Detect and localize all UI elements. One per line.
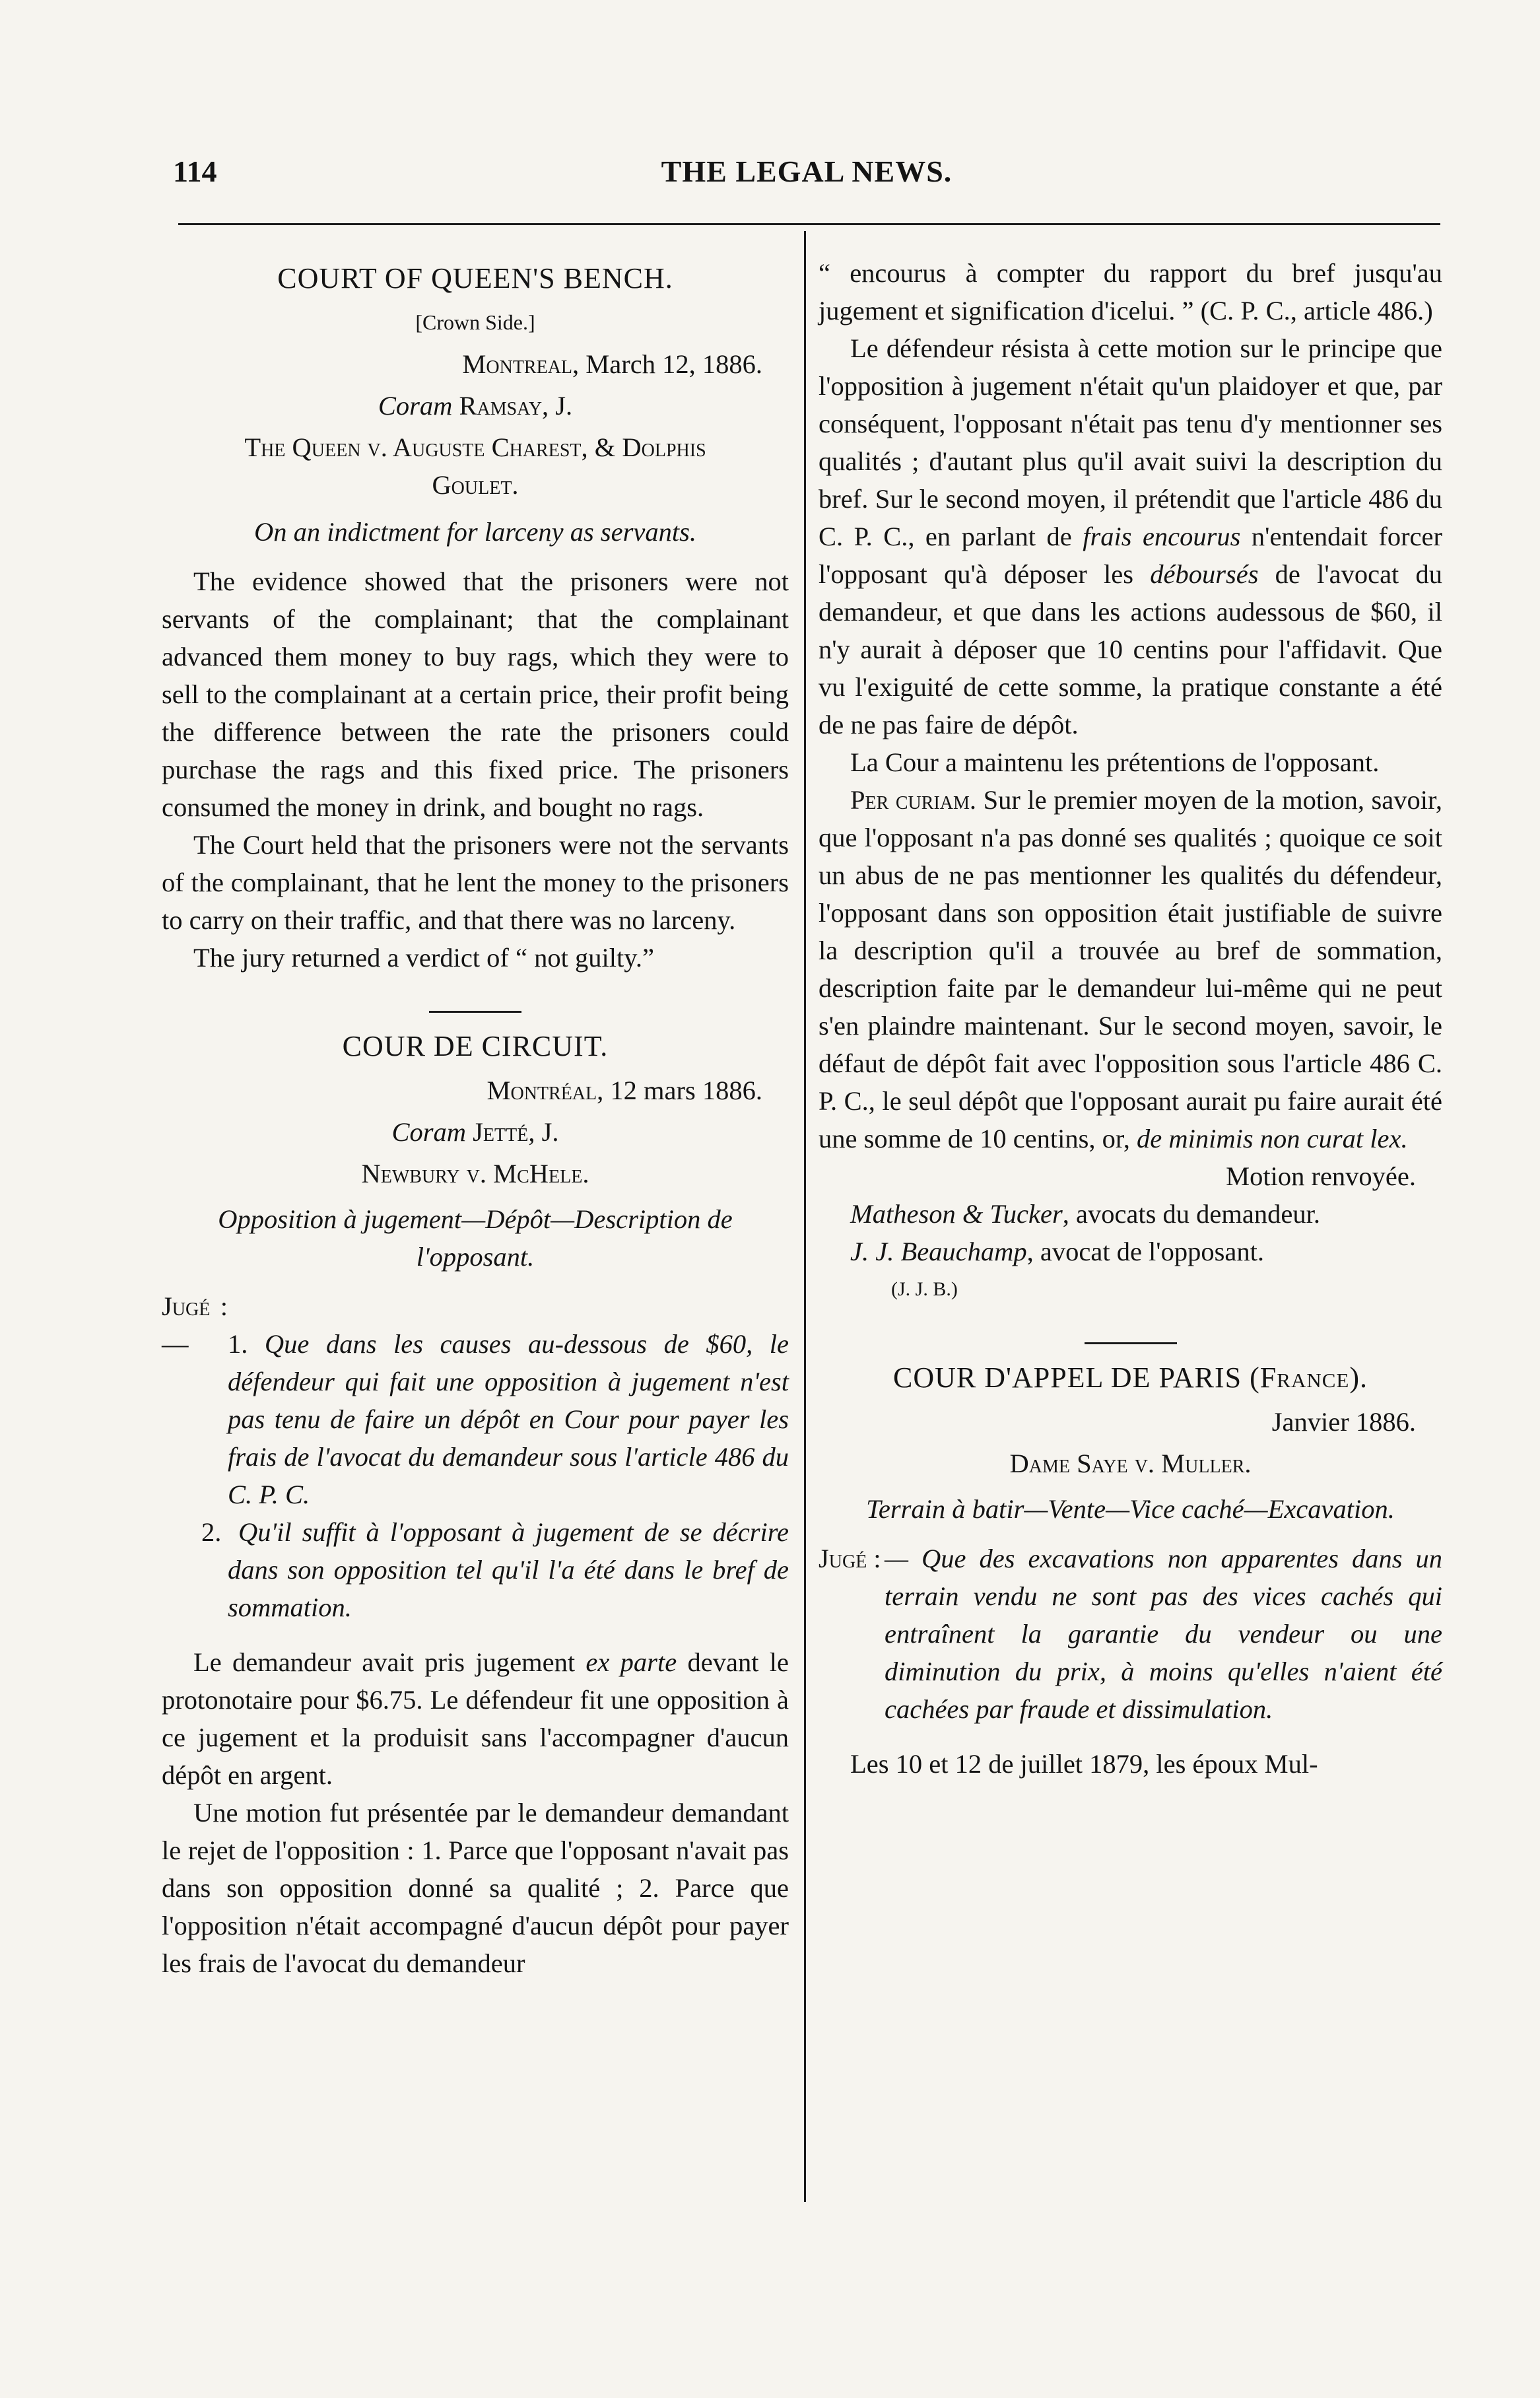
holding-number: 1. (228, 1329, 248, 1359)
right-column (819, 254, 1442, 1783)
holding-number: 2. (201, 1517, 222, 1547)
header-rule (178, 223, 1440, 225)
page-header (173, 149, 1440, 201)
dateline-date: , 12 mars 1886. (597, 1076, 762, 1105)
case-subject: Terrain à batir—Vente—Vice caché—Excavation. (866, 1494, 1395, 1524)
per-curiam: Per curiam. (850, 785, 977, 815)
paragraph: The jury returned a verdict of “ not guilty.” (193, 943, 654, 973)
dateline (162, 1072, 789, 1109)
paragraph-italic: déboursés (1150, 559, 1259, 589)
dateline-place: Montréal (486, 1076, 597, 1105)
case-subject: On an indictment for larceny as servants. (253, 517, 697, 547)
paragraph (819, 781, 1442, 1157)
paragraph-italic: frais encourus (1083, 522, 1241, 551)
section-rule (429, 1011, 521, 1013)
attorney-role: , avocats du demandeur. (1062, 1199, 1320, 1229)
paragraph: The evidence showed that the prisoners were not servants of the complainant; that the complainant advanced them money to buy rags, which they were to sell to the complainant at a certain price, their profit being the difference between the rate the prisoners could purchase the rags and this fixed price. The prisoners consumed the money in drink, and bought no rags. (162, 566, 789, 822)
coram-line (162, 387, 789, 425)
case-parties: Newbury v. McHele. (361, 1159, 589, 1188)
holding-2 (162, 1513, 789, 1626)
attorney-name: J. J. Beauchamp (850, 1237, 1027, 1266)
juge-label: Jugé :— (162, 1291, 228, 1359)
paragraph-italic: de minimis non curat lex. (1137, 1124, 1408, 1153)
court-heading: COUR DE CIRCUIT. (342, 1030, 609, 1062)
court-heading (819, 1359, 1442, 1396)
holding (819, 1540, 1442, 1728)
coram-word: Coram (391, 1117, 467, 1147)
holding-1 (162, 1287, 789, 1513)
case-parties-line1: The Queen v. Auguste Charest, & Dolphis (244, 432, 706, 462)
court-side: [Crown Side.] (415, 310, 535, 334)
paragraph: La Cour a maintenu les prétentions de l'opposant. (850, 747, 1380, 777)
paragraph: “ encourus à compter du rapport du bref jusqu'au jugement et signification d'icelui. ” (C. P. C., article 486.) (819, 258, 1442, 325)
paragraph-text: Sur le premier moyen de la motion, savoir, que l'opposant n'a pas donné ses qualités ; quoique ce soit un abus de ne pas mentionner les qualités du défendeur, l'opposant dans son opposition était justifiable de suivre la description qu'il a trouvée au bref de sommation, description faite par le demandeur lui-même qui ne peut s'en plaindre maintenant. Sur le second moyen, savoir, le défaut de dépôt fait avec l'opposition sous l'article 486 C. P. C., le seul dépôt que l'opposant aurait pu faire aurait été une somme de 10 centins, or, (819, 785, 1442, 1153)
paragraph-text: n'entendait forcer l'opposant qu'à déposer les (819, 522, 1442, 589)
coram-judge: Jetté, J. (473, 1117, 559, 1147)
paragraph-italic: ex parte (586, 1647, 677, 1677)
page-number: 114 (173, 154, 217, 188)
holding-text: — Que des excavations non apparentes dans un terrain vendu ne sont pas des vices cachés qui entraînent la garantie du vendeur ou une diminution du prix, à moins qu'elles n'aient été cachées par fraude et dissimulation. (885, 1544, 1442, 1724)
column-divider (804, 231, 806, 2202)
left-column (162, 254, 789, 1982)
coram-judge: Ramsay, J. (459, 391, 573, 421)
paragraph-text: devant le protonotaire pour $6.75. Le défendeur fit une opposition à ce jugement et la produisit sans l'accompagner d'aucun dépôt en argent. (162, 1647, 789, 1790)
coram-word: Coram (378, 391, 453, 421)
running-title: THE LEGAL NEWS. (661, 154, 953, 188)
disposition: Motion renvoyée. (1226, 1161, 1416, 1191)
case-parties: Dame Saye v. Muller. (1009, 1449, 1252, 1478)
dateline-place: Montreal (462, 349, 573, 379)
paragraph: Les 10 et 12 de juillet 1879, les époux Mul- (850, 1749, 1318, 1779)
paragraph: Une motion fut présentée par le demandeur demandant le rejet de l'opposition : 1. Parce que l'opposant n'avait pas dans son opposition donné sa qualité ; 2. Parce que l'opposition n'était accompagné d'aucun dépôt pour payer les frais de l'avocat du demandeur (162, 1798, 789, 1978)
section-rule (1085, 1342, 1177, 1344)
paragraph-text: de l'avocat du demandeur, et que dans les actions audessous de $60, il n'y aurait à déposer que 10 centins pour l'affidavit. Que vu l'exiguité de cette somme, la pratique constante a été de ne pas faire de dépôt. (819, 559, 1442, 739)
court-heading: COURT OF QUEEN'S BENCH. (277, 262, 673, 294)
case-subject: Opposition à jugement—Dépôt—Description de l'opposant. (218, 1204, 733, 1272)
paragraph (162, 1643, 789, 1794)
attorney-role: , avocat de l'opposant. (1026, 1237, 1264, 1266)
court-name: COUR D'APPEL DE PARIS (893, 1361, 1242, 1394)
paragraph: The Court held that the prisoners were not the servants of the complainant, that he lent the money to the prisoners to carry on their traffic, and that there was no larceny. (162, 830, 789, 935)
paragraph-text: Le demandeur avait pris jugement (193, 1647, 586, 1677)
dateline (162, 345, 789, 383)
court-country: (France). (1250, 1361, 1368, 1394)
coram-line (162, 1113, 789, 1151)
holding-text: Que dans les causes au-dessous de $60, le défendeur qui fait une opposition à jugement n'est pas tenu de faire un dépôt en Cour pour payer les frais de l'avocat du demandeur sous l'article 486 du C. P. C. (228, 1329, 789, 1509)
attorney-line (819, 1233, 1442, 1270)
attorney-name: Matheson & Tucker (850, 1199, 1063, 1229)
juge-label: Jugé : (819, 1544, 881, 1573)
reporter-initials: (J. J. B.) (891, 1278, 958, 1300)
paragraph (819, 329, 1442, 743)
dateline-date: , March 12, 1886. (572, 349, 762, 379)
holding-text: Qu'il suffit à l'opposant à jugement de se décrire dans son opposition tel qu'il l'a été dans le bref de sommation. (228, 1517, 789, 1622)
paragraph-text: Le défendeur résista à cette motion sur le principe que l'opposition à jugement n'était qu'un plaidoyer et que, par conséquent, l'opposant n'était pas tenu d'y mentionner ses qualités ; d'autant plus qu'il avait suivi la description du bref. Sur le second moyen, il prétendit que l'article 486 du C. P. C., en parlant de (819, 333, 1442, 551)
case-parties-line2: Goulet. (432, 470, 519, 500)
attorney-line (819, 1195, 1442, 1233)
case-parties (162, 428, 789, 504)
dateline: Janvier 1886. (1271, 1407, 1416, 1437)
